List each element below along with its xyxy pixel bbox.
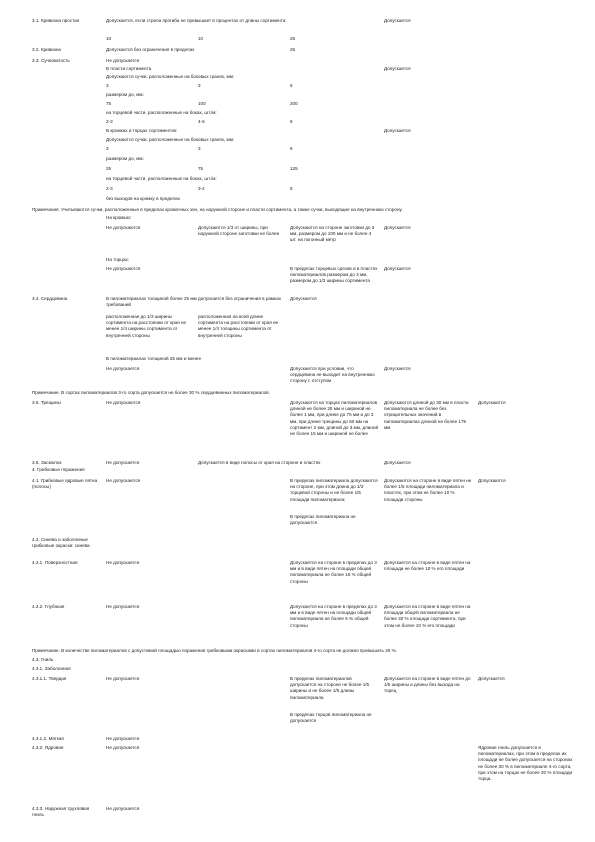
ends-col4: Допускается bbox=[384, 266, 411, 271]
row-4-2-label: 4.2. Синева и заболонные грибковые окраски: синева bbox=[32, 537, 90, 549]
row-3-5-label: 3.5. Трещины bbox=[32, 400, 61, 405]
row-3-3-line3: Допускаются сучки, расположенные на боковых гранях, мм: bbox=[106, 74, 235, 79]
row-3-2-label: 3.2. Кривизна bbox=[32, 47, 61, 52]
row-3-4-col6: Допускается bbox=[384, 366, 411, 371]
note-2: Примечание. В сортах пиломатериалов 3-го сорта допускается не более 30 % сердцевинных пиломатериалов. bbox=[32, 390, 271, 395]
row-3-5-col2: Допускаются на торцах пиломатериалов длиной не более 25 мм и шириной не более 1 мм, при длине до 75 мм и до 3 мм, при длине трещины до 50 мм на сортимент 2 мм, длиной до 3 мм, длиной не более 15 мм и шириной не более bbox=[290, 400, 379, 437]
row-4-3-2-col4: Ядровая гниль допускается в пиломатериалах, при этом в пределах их площади не более допускается на сторонах не более 30 % в пиломатериале 4-го сорта, при этом на торцах не более 20 % площади торца. bbox=[478, 745, 573, 782]
edges-heading: На кромках: bbox=[106, 215, 132, 220]
row-3-3-note-2: Допускается bbox=[384, 128, 411, 133]
row-3-4-label: 3.4. Сердцевина bbox=[32, 296, 68, 301]
row-3-3-line2: В пласти сортимента bbox=[106, 66, 152, 71]
edges-col4: Допускается bbox=[384, 225, 411, 230]
row-3-2-text: Допускается без ограничения в пределах bbox=[106, 47, 195, 52]
row-4-1-col2: В пределах пиломатериала допускаются на стороне, при этом длина до 1/3 торцевой стороны и не более 1/5 площади пиломатериала; bbox=[290, 478, 378, 502]
note-1: Примечания. Учитываются сучки, расположенные в пределах кромочных зон, на наружной стороне и пласти сортимента, а также сучки, выходящие на внутреннюю сторону. bbox=[32, 207, 403, 212]
row-4-3-1-1-col1: Не допускается bbox=[106, 676, 140, 681]
row-3-3-line8: размером до, мм: bbox=[106, 156, 144, 161]
row-4-1-col3: Допускаются на стороне в виде пятен не более 1/5 площади пиломатериала и пластях, при этом не более 10 % площади стороны bbox=[384, 478, 472, 502]
edges-col2: Допускаются 1/3 от ширины, при наружной стороне заготовки не более bbox=[198, 225, 280, 237]
row-4-3-1-2-col1: Не допускается bbox=[106, 736, 140, 741]
row-3-4-col4: Не допускается bbox=[106, 366, 140, 371]
row-3-3-a3: 6 bbox=[290, 83, 293, 88]
row-4-2-2-col1: Не допускается bbox=[106, 604, 140, 609]
ends-col1: Не допускаются bbox=[106, 266, 141, 271]
row-3-3-b1: 75 bbox=[106, 101, 112, 106]
row-3-4-line2: В пиломатериалах толщиной 25 мм и менее bbox=[106, 356, 202, 361]
row-3-3-b2: 100 bbox=[198, 101, 206, 106]
row-3-4-col3: Допускается bbox=[290, 296, 317, 301]
row-3-6-col3: Допускается bbox=[384, 460, 411, 465]
row-3-1-label: 3.1. Кривизна простая bbox=[32, 18, 80, 23]
row-4-3-1-1-label: 4.3.1.1. Твердая bbox=[32, 676, 67, 681]
row-3-3-line9: на торцевой части, расположенные на боках, шт./м: bbox=[106, 176, 217, 181]
row-3-3-line6: В кромках и торцах сортиментов: bbox=[106, 128, 178, 133]
row-4-3-1-1-col2b: В пределах торцов пиломатериала не допускается bbox=[290, 712, 372, 724]
ends-heading: На торцах: bbox=[106, 257, 130, 262]
row-3-3-c3: 6 bbox=[290, 119, 293, 124]
row-4-3-2-label: 4.3.2. Ядровая bbox=[32, 745, 64, 750]
row-3-4-col2: расположенная на всей длине сортимента на расстоянии от края не менее 1/4 толщины сортимента от внутренней стороны bbox=[198, 314, 279, 338]
row-4-2-1-col3: Допускается на стороне в виде пятен на площади не более 10 % его площади bbox=[384, 560, 471, 572]
row-3-1-v2: 10 bbox=[198, 36, 204, 41]
section-4-3-1-heading: 4.3.1. Заболонная bbox=[32, 666, 71, 671]
row-4-1-label: 4.1. Грибковые ядровые пятна (полосы) bbox=[32, 478, 98, 490]
row-3-3-a2: 3 bbox=[198, 83, 201, 88]
row-3-4-col1: расположенная до 1/3 ширины сортимента на расстоянии от края не менее 1/4 ширины сортимента от внутренней стороны bbox=[106, 314, 187, 338]
row-3-6-label: 3.6. Засмолок bbox=[32, 460, 62, 465]
row-3-5-col3: Допускаются длиной до 30 мм в пласти пиломатериала не более без отрицательных значений в пиломатериалах длиной не более 175 мм bbox=[384, 400, 469, 430]
row-4-3-1-2-label: 4.3.1.2. Мягкая bbox=[32, 736, 64, 741]
row-3-4-col5: Допускается при условии, что сердцевина не выходит на внутреннюю сторону с отступом bbox=[290, 366, 375, 384]
row-4-2-1-label: 4.2.1. Поверхностная bbox=[32, 560, 78, 565]
row-4-1-col2b: В пределах пиломатериала не допускаются bbox=[290, 514, 356, 526]
row-3-3-c2: 4-5 bbox=[198, 119, 205, 124]
row-3-2-value: 25 bbox=[290, 47, 296, 52]
row-3-3-label: 3.3. Сучковатость bbox=[32, 58, 70, 63]
row-4-2-2-col2: Допускается на стороне в пределах до 3 мм и в виде пятен на площади общей пиломатериала не более 5 % общей стороны bbox=[290, 604, 377, 628]
row-4-3-1-1-col3: Допускается на стороне в виде пятен до 1/5 ширины и длины без выхода на торец bbox=[384, 676, 471, 694]
ends-col3: В пределах торцевых срезов и в пластях пиломатериалов размером до 3 мм, размером до 1/3 ширины сортимента bbox=[290, 266, 378, 284]
row-4-1-col4: Допускаются bbox=[478, 478, 506, 483]
row-4-3-3-label: 4.3.3. Наружная трухлявая гниль bbox=[32, 806, 90, 818]
row-3-3-e3: 125 bbox=[290, 166, 298, 171]
row-4-3-2-col1: Не допускается bbox=[106, 745, 140, 750]
row-3-3-e2: 75 bbox=[198, 166, 204, 171]
row-3-3-c1: 2-3 bbox=[106, 119, 113, 124]
row-3-5-col4: Допускаются bbox=[478, 400, 506, 405]
row-3-1-v3: 25 bbox=[290, 36, 296, 41]
row-4-1-col1: Не допускаются bbox=[106, 478, 141, 483]
note-3: Примечание. В количестве пиломатериалов с допустимой площадью поражения грибковыми окрасками в сортах пиломатериалов 4-го сорта не должно превышать 25 %. bbox=[32, 648, 397, 653]
row-3-3-line5: на торцевой части, расположенные на боках, шт./м: bbox=[106, 110, 217, 115]
row-3-3-f2: 3-4 bbox=[198, 186, 205, 191]
row-3-3-d1: 3 bbox=[106, 146, 109, 151]
section-4-heading: 4. Грибковые поражения bbox=[32, 467, 85, 472]
row-4-2-1-col1: Не допускается bbox=[106, 560, 140, 565]
row-3-1-v1: 10 bbox=[106, 36, 112, 41]
row-3-6-col1: Не допускается bbox=[106, 460, 140, 465]
row-3-3-note: Допускается bbox=[384, 66, 411, 71]
row-3-4-line1: В пиломатериалах толщиной более 25 мм допускается без ограничения в рамках требований bbox=[106, 296, 282, 308]
row-3-3-d2: 3 bbox=[198, 146, 201, 151]
row-3-3-d3: 6 bbox=[290, 146, 293, 151]
row-3-3-a1: 3 bbox=[106, 83, 109, 88]
row-3-3-f3: 5 bbox=[290, 186, 293, 191]
row-4-2-2-label: 4.2.2. Глубокая bbox=[32, 604, 65, 609]
row-4-3-1-1-col4: Допускается bbox=[478, 676, 505, 681]
row-4-2-2-col3: Допускается на стороне в виде пятен на площади общей пиломатериала не более 30 % площади сортимента, при этом не более 10 % его площади bbox=[384, 604, 471, 628]
row-3-3-line1: Не допускается bbox=[106, 58, 140, 63]
row-3-3-f1: 2-3 bbox=[106, 186, 113, 191]
row-3-3-line10: без выходов на кромку в пределах bbox=[106, 196, 180, 201]
row-4-2-1-col2: Допускается на стороне в пределах до 3 мм и в виде пятен на площади общей пиломатериала не более 15 % общей стороны bbox=[290, 560, 377, 584]
edges-col3: Допускаются на стороне заготовки до 3 мм, размером до 100 мм и не более 4 шт. на погонный метр bbox=[290, 225, 375, 243]
row-3-5-col1: Не допускаются bbox=[106, 400, 141, 405]
section-4-3-heading: 4.3. Гниль bbox=[32, 657, 54, 662]
row-4-3-1-1-col2: В пределах пиломатериалов допускается на стороне не более 1/5 ширины и не более 1/5 длины пиломатериала bbox=[290, 676, 370, 700]
row-3-3-b3: 200 bbox=[290, 101, 298, 106]
row-3-3-line4: размером до, мм: bbox=[106, 92, 144, 97]
row-3-1-note: Допускается bbox=[384, 18, 411, 23]
row-3-1-text: Допускается, если стрела прогиба не превышает в процентах от длины сортимента: bbox=[106, 18, 287, 23]
row-4-3-3-col1: Не допускается bbox=[106, 806, 140, 811]
row-3-3-e1: 25 bbox=[106, 166, 112, 171]
edges-col1: Не допускаются bbox=[106, 225, 141, 230]
row-3-6-col2: Допускается в виде полосы от края на стороне и пластях bbox=[198, 460, 321, 465]
row-3-3-line7: Допускаются сучки, расположенные на боковых гранях, мм: bbox=[106, 137, 235, 142]
